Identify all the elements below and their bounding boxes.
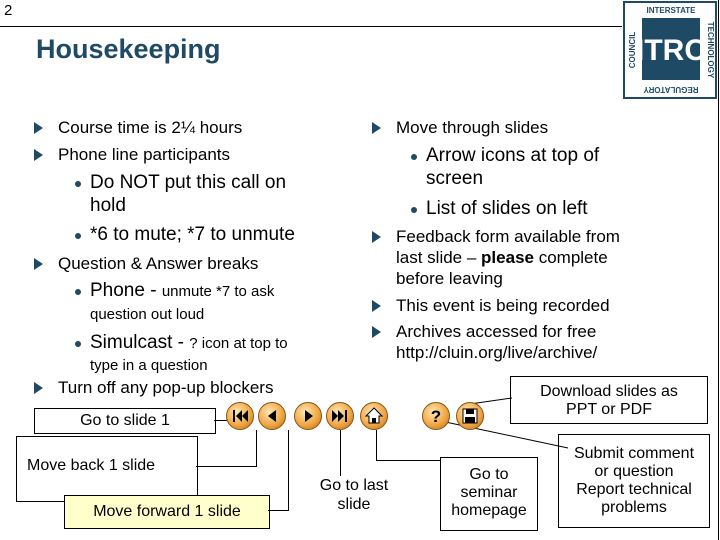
last-slide-icon[interactable] <box>326 402 354 430</box>
phone-label: Phone - <box>90 280 162 301</box>
left-item-popup: Turn off any pop-up blockers <box>58 378 274 397</box>
logo-left-text: COUNCIL <box>628 31 637 69</box>
submit-line4: problems <box>601 499 667 516</box>
next-slide-icon[interactable] <box>294 402 322 430</box>
callout-go-to-slide-1: Go to slide 1 <box>34 408 216 434</box>
right-item-feedback: Feedback form available from <box>396 227 620 246</box>
submit-line3: Report technical <box>576 481 692 498</box>
first-slide-icon[interactable] <box>226 402 254 430</box>
logo-center-text: ITRC <box>636 34 706 67</box>
right-item-archives: Archives accessed for free <box>396 322 597 341</box>
left-sub-question-aloud: question out loud <box>90 306 205 323</box>
left-item-qa-breaks: Question & Answer breaks <box>58 254 259 273</box>
go-last-line2: slide <box>337 496 371 513</box>
right-item-recorded: This event is being recorded <box>396 296 610 315</box>
previous-slide-icon[interactable] <box>258 402 286 430</box>
left-sub-type-question: type in a question <box>90 357 208 374</box>
archive-link[interactable]: http://cluin.org/live/archive/ <box>396 343 598 362</box>
svg-text:?: ? <box>430 407 442 426</box>
slide-title: Housekeeping <box>36 34 221 64</box>
download-line1: Download slides as <box>540 383 678 400</box>
left-sub-hold: hold <box>90 195 126 216</box>
logo-bottom-text: REGULATORY <box>643 85 699 94</box>
left-item-course-time: Course time is 2¼ hours <box>58 118 243 137</box>
feedback-complete: complete <box>533 248 608 267</box>
left-item-phone-participants: Phone line participants <box>58 145 231 164</box>
feedback-please: please <box>481 248 534 267</box>
simulcast-detail: ? icon at top to <box>189 335 288 352</box>
right-sub-screen: screen <box>426 168 484 189</box>
simulcast-label: Simulcast - <box>90 332 190 353</box>
download-line2: PPT or PDF <box>566 401 652 418</box>
right-sub-arrow-icons: Arrow icons at top of <box>426 145 600 166</box>
homepage-line1: Go to <box>469 466 509 483</box>
slide-number: 2 <box>4 2 13 19</box>
right-item-move-slides: Move through slides <box>396 118 549 137</box>
help-icon[interactable] <box>422 402 450 430</box>
left-sub-do-not-hold: Do NOT put this call on <box>90 172 287 193</box>
logo-right-text: TECHNOLOGY <box>706 21 715 79</box>
phone-detail: unmute *7 to ask <box>161 283 275 300</box>
submit-line2: or question <box>594 463 674 480</box>
right-sub-list-slides: List of slides on left <box>426 198 588 219</box>
homepage-line2: seminar <box>460 484 518 501</box>
homepage-line3: homepage <box>451 502 527 519</box>
home-icon[interactable] <box>360 402 388 430</box>
logo-top-text: INTERSTATE <box>646 6 696 15</box>
go-last-line1: Go to last <box>319 477 389 494</box>
callout-move-forward: Move forward 1 slide <box>64 495 270 529</box>
right-item-feedback-line3: before leaving <box>396 269 503 288</box>
left-sub-mute: *6 to mute; *7 to unmute <box>90 224 295 245</box>
feedback-text: last slide – <box>396 248 482 267</box>
submit-line1: Submit comment <box>573 445 695 462</box>
save-icon[interactable] <box>456 402 484 430</box>
move-back-text: Move back 1 slide <box>27 457 156 474</box>
